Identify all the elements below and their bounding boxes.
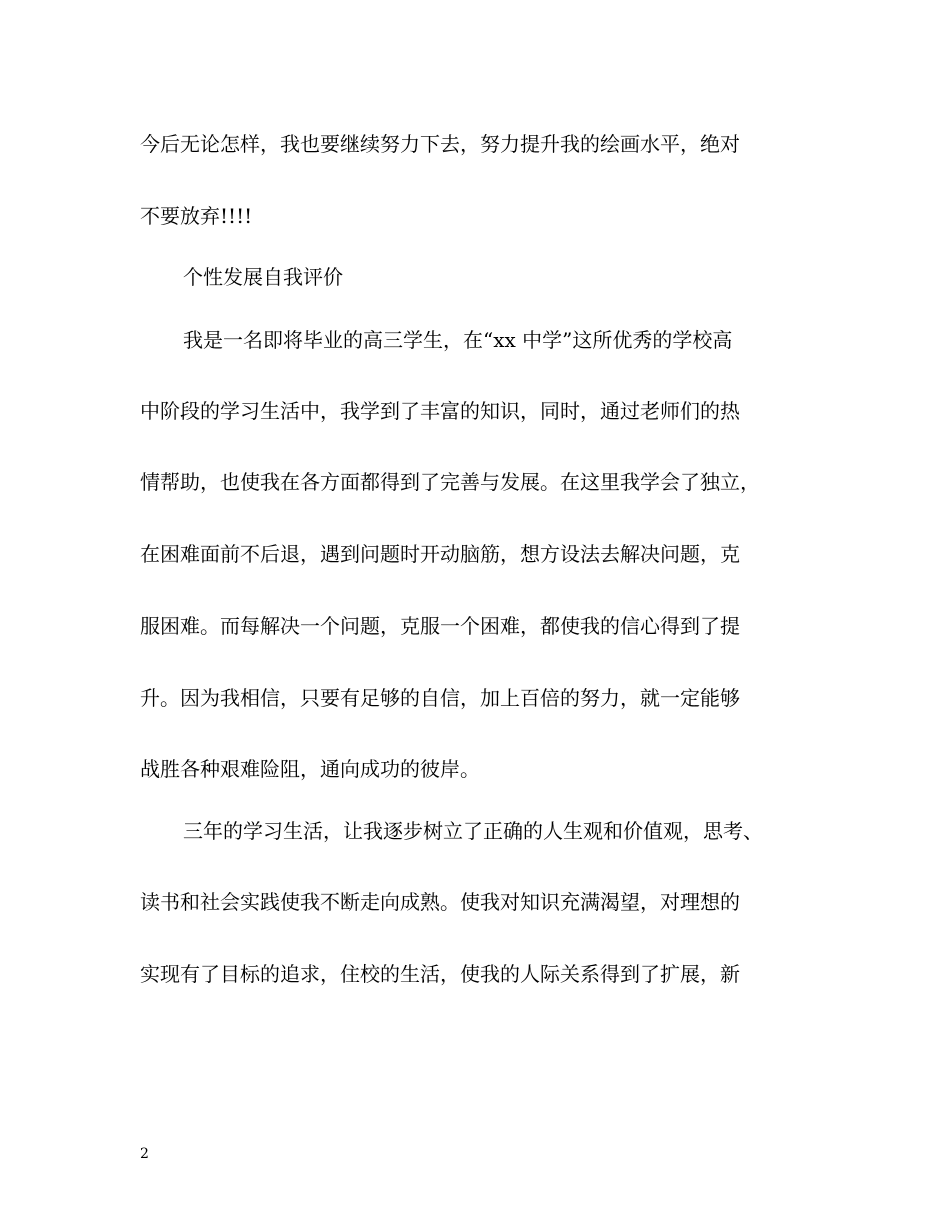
section-heading: 个性发展自我评价: [183, 265, 343, 289]
text-line: 在困难面前不后退，遇到问题时开动脑筋，想方设法去解决问题，克: [140, 542, 740, 566]
text-line: 战胜各种艰难险阻，通向成功的彼岸。: [140, 757, 480, 781]
text-line: 读书和社会实践使我不断走向成熟。使我对知识充满渴望，对理想的: [140, 890, 740, 914]
text-line: 中阶段的学习生活中，我学到了丰富的知识，同时，通过老师们的热: [140, 399, 740, 423]
text-line: 不要放弃!!!!: [140, 204, 253, 228]
text-line: 三年的学习生活，让我逐步树立了正确的人生观和价值观，思考、: [183, 819, 763, 843]
text-line: 服困难。而每解决一个问题，克服一个困难，都使我的信心得到了提: [140, 614, 740, 638]
text-line: 升。因为我相信，只要有足够的自信，加上百倍的努力，就一定能够: [140, 686, 740, 710]
text-line: 我是一名即将毕业的高三学生，在“xx 中学”这所优秀的学校高: [183, 328, 733, 352]
text-line: 今后无论怎样，我也要继续努力下去，努力提升我的绘画水平，绝对: [140, 132, 740, 156]
text-line: 情帮助，也使我在各方面都得到了完善与发展。在这里我学会了独立，: [140, 470, 760, 494]
page-number: 2: [140, 1146, 149, 1162]
text-line: 实现有了目标的追求，住校的生活，使我的人际关系得到了扩展，新: [140, 962, 740, 986]
